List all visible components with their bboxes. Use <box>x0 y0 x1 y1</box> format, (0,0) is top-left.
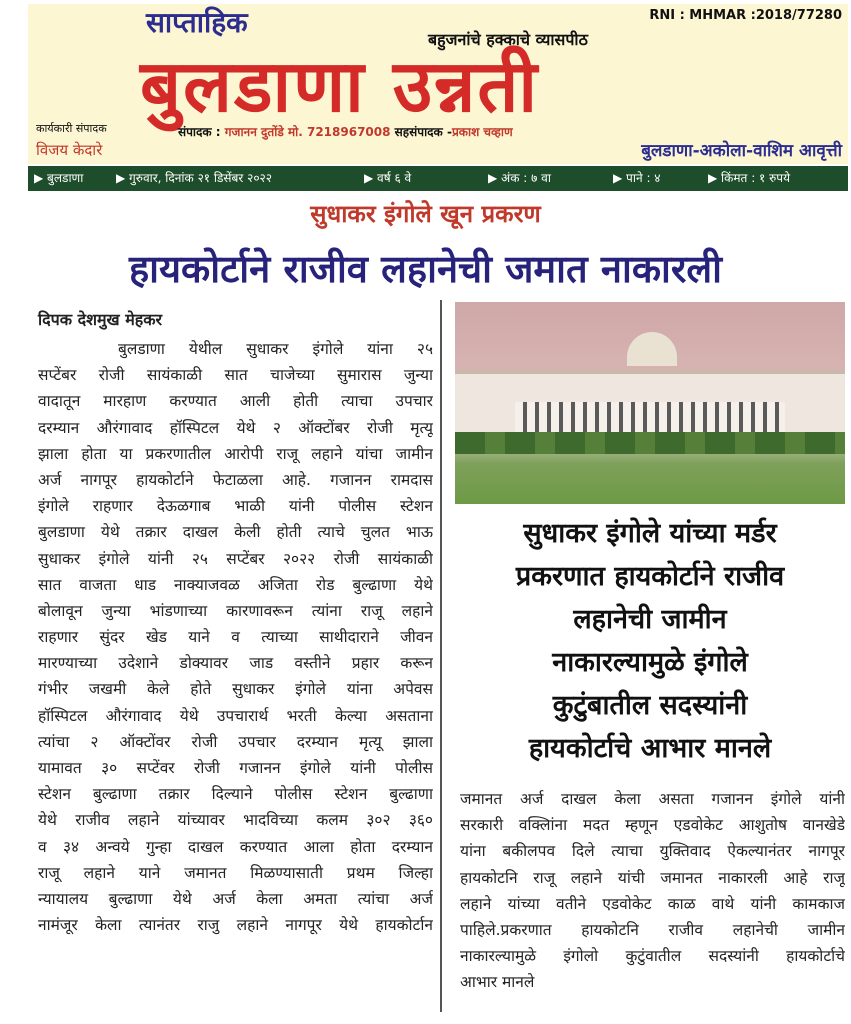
pull-quote-line: प्रकरणात हायकोर्टाने राजीव <box>515 561 785 592</box>
body-line: जमानत अर्ज दाखल केला असता गजानन इंगोले यांनी <box>460 790 845 808</box>
body-line: इंगोले राहणार देऊळगाब भाळी यांनी पोलीस स्टेशन <box>38 497 433 516</box>
body-line: बुलडाणा येथील सुधाकर इंगोले यांना २५ <box>118 340 433 358</box>
info-price: ▶ किंमत : १ रुपये <box>708 171 791 185</box>
newspaper-title: बुलडाणा उन्नती <box>140 44 540 128</box>
exec-editor-label: कार्यकारी संपादक <box>36 122 107 135</box>
body-line: सात वाजता धाड नाक्याजवळ अजिता रोड बुल्ढाणा येथे <box>38 575 433 594</box>
pull-quote-line: कुटुंबातील सदस्यांनी <box>552 690 748 721</box>
body-line: सरकारी वक्लिांना मदत म्हणून एडवोकेट आशुतोष वानखेडे <box>460 816 845 835</box>
rni-number: RNI : MHMAR :2018/77280 <box>649 8 842 23</box>
body-line: पाहिले.प्रकरणात हायकोटनि राजीव लहानेची जामीन <box>460 920 845 939</box>
body-line: अर्ज नागपूर हायकोर्टाने फेटाळला आहे. गजानन रामदास <box>38 470 433 489</box>
body-line: सुधाकर इंगोले यांनी २५ सप्टेंबर २०२२ रोजी सायंकाळी <box>38 549 433 568</box>
pull-quote <box>450 512 850 770</box>
trees-shape <box>455 432 845 454</box>
masthead <box>28 4 848 164</box>
column-divider <box>440 300 442 1012</box>
body-line: वादातून मारहाण करण्यात आली होती त्याचा उपचार <box>38 392 433 411</box>
info-pages: ▶ पाने : ४ <box>613 171 661 185</box>
body-line: हॉस्पिटल औरंगावाद येथे उपचारार्थ भरती केल्या असताना <box>38 706 433 725</box>
pull-quote-line: नाकारल्यामुळे इंगोले <box>552 647 748 678</box>
dome-shape <box>627 332 677 366</box>
body-line: सप्टेंबर रोजी सायंकाळी सात चाजेच्या सुमारास जुन्या <box>38 366 433 385</box>
article-headline: हायकोर्टाने राजीव लहानेची जमात नाकारली <box>128 247 722 291</box>
body-line: मारण्याच्या उदेशाने डोक्यावर जाड वस्तीने प्रहार करून <box>38 654 433 673</box>
editor-name: गजानन दुतोंडे मो. 7218967008 <box>224 125 391 139</box>
editor-line <box>178 125 513 140</box>
info-bar <box>28 166 848 191</box>
body-line: नामंजूर केला त्यानंतर राजु लहाने नागपूर येथे हायकोर्टान <box>38 916 433 935</box>
body-line: राहणार सुंदर खेड याने व त्याच्या साथीदाराने जीवन <box>38 628 433 647</box>
body-line: आभार मानले <box>460 973 535 992</box>
article-body-left <box>38 336 433 938</box>
body-line: बुलडाणा येथे तक्रार दाखल केली होती त्याचे चुलत भाऊ <box>38 523 433 542</box>
edition: बुलडाणा-अकोला-वाशिम आवृत्ती <box>641 141 842 161</box>
body-line: येथे राजीव लहाने यांच्यावर भादविच्या कलम ३०२ ३६० <box>38 811 433 830</box>
coeditor-label: सहसंपादक - <box>390 125 452 139</box>
body-line: यांना बकीलपव दिले त्याचा युक्तिवाद ऐकल्यानंतर नागपूर <box>460 842 845 861</box>
body-line: व ३४ अन्वये गुन्हा दाखल करण्यात आला होता दरम्यान <box>38 837 433 856</box>
body-line: झाला होता या प्रकरणातील आरोपी राजू लहाने यांचा जामीन <box>38 444 433 463</box>
body-line: गंभीर जखमी केले होते सुधाकर इंगोले यांना अपेवस <box>38 680 433 699</box>
info-year: ▶ वर्ष ६ वे <box>364 171 412 185</box>
exec-editor-name: विजय केदारे <box>36 141 103 159</box>
tagline: बहुजनांचे हक्काचे व्यासपीठ <box>428 30 588 49</box>
body-line: यामावत ३० सप्टेंवर रोजी गजानन इंगोले यांनी पोलीस <box>38 759 433 777</box>
body-line: नाकारल्यामुळे इंगोलो कुटुंवातील सदस्यांनी हायकोर्टाचे <box>460 947 845 966</box>
info-issue: ▶ अंक : ७ वा <box>488 171 551 185</box>
editor-label: संपादक : <box>178 125 225 139</box>
byline: दिपक देशमुख मेहकर <box>38 310 163 329</box>
pull-quote-line: हायकोर्टाचे आभार मानले <box>528 733 772 764</box>
pull-quote-line: सुधाकर इंगोले यांच्या मर्डर <box>523 518 777 549</box>
weekly-label: साप्ताहिक <box>146 6 248 39</box>
body-line: न्यायालय बुल्ढाणा येथे अर्ज केला अमता त्यांचा अर्ज <box>38 889 433 908</box>
body-line: दरम्यान औरंगावाद हॉस्पिटल येथे २ ऑक्टोंबर रोजी मृत्यू <box>38 418 433 437</box>
high-court-photo <box>455 302 845 504</box>
body-line: त्यांचा २ ऑक्टोंवर रोजी उपचार दरम्यान मृत्यू झाला <box>38 732 433 751</box>
body-line: बोलावून जुन्या भांडणाच्या कारणावरून त्यांना राजू लहाने <box>38 601 433 620</box>
article-kicker: सुधाकर इंगोले खून प्रकरण <box>310 200 541 228</box>
info-place: ▶ बुलडाणा <box>34 171 84 185</box>
body-line: राजू लहाने याने जमानत मिळण्यासाती प्रथम जिल्हा <box>38 863 433 882</box>
body-line: लहाने यांच्या वतीने एडवोकेट काळ वाथे यांनी कामकाज <box>460 894 845 913</box>
info-date: ▶ गुरुवार, दिनांक २१ डिसेंबर २०२२ <box>116 171 273 185</box>
pull-quote-line: लहानेची जामीन <box>573 604 727 635</box>
coeditor-name: प्रकाश चव्हाण <box>451 125 513 139</box>
body-line: स्टेशन बुल्ढाणा तक्रार दिल्याने पोलीस स्टेशन बुल्ढाणा <box>38 785 433 804</box>
body-line: हायकोटनि राजू लहाने यांची जमानत नाकारली आहे राजू <box>460 868 845 887</box>
article-body-right <box>460 786 845 996</box>
